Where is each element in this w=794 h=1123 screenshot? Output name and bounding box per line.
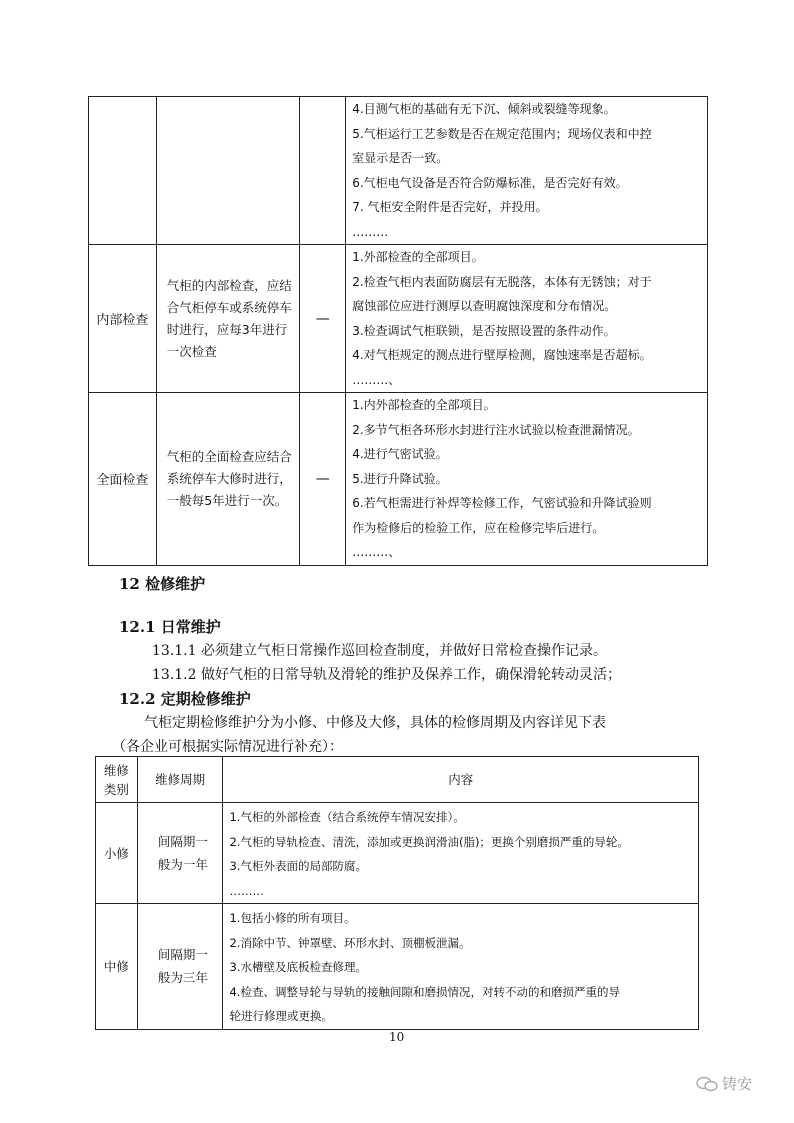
watermark-text: 铸安 <box>722 1075 753 1093</box>
items-cell <box>223 904 699 1030</box>
list-item: 4.对气柜规定的测点进行壁厚检测，腐蚀速率是否超标。 <box>352 348 652 362</box>
wechat-icon <box>696 1076 718 1092</box>
subsection-heading: 12.2 定期检修维护 <box>119 690 251 708</box>
list-item: 3.气柜外表面的局部防腐。 <box>229 859 367 873</box>
list-item: 轮进行修理或更换。 <box>229 1009 333 1023</box>
row-label: 全面检查 <box>89 393 157 566</box>
list-item: 7. 气柜安全附件是否完好，并投用。 <box>352 200 548 214</box>
list-item: 5.进行升降试验。 <box>352 471 448 486</box>
dash-cell: — <box>300 245 346 393</box>
list-item: 室显示是否一致。 <box>352 151 449 165</box>
row-description: 气柜的全面检查应结合系统停车大修时进行，一般每5年进行一次。 <box>156 393 300 566</box>
dash-cell: — <box>300 393 346 566</box>
table-row <box>96 803 699 904</box>
header-cell: 维修周期 <box>137 757 223 803</box>
paragraph: （各企业可根据实际情况进行补充）： <box>112 739 343 755</box>
watermark <box>696 1073 752 1094</box>
list-item: 1.包括小修的所有项目。 <box>229 911 356 925</box>
list-item: 4.进行气密试验。 <box>352 447 448 461</box>
items-cell <box>223 803 699 904</box>
list-item: 腐蚀部位应进行测厚以查明腐蚀深度和分布情况。 <box>352 299 617 313</box>
list-item: 5.气柜运行工艺参数是否在规定范围内；现场仪表和中控 <box>352 126 652 141</box>
list-item: 1.气柜的外部检查（结合系统停车情况安排）。 <box>229 810 465 824</box>
maintenance-table <box>95 756 699 1030</box>
list-item: ……… <box>229 883 264 898</box>
list-item: 作为检修后的检验工作，应在检修完毕后进行。 <box>352 520 605 535</box>
inspection-table <box>88 96 708 566</box>
row-description: 气柜的内部检查，应结合气柜停车或系统停车时进行，应每3年进行一次检查 <box>156 245 300 393</box>
empty-cell <box>156 97 300 245</box>
list-item: 1.内外部检查的全部项目。 <box>352 398 496 412</box>
subsection-heading: 12.1 日常维护 <box>119 618 221 636</box>
paragraph: 气柜定期检修维护分为小修、中修及大修，具体的检修周期及内容详见下表 <box>144 715 606 731</box>
list-item: 4.目测气柜的基础有无下沉、倾斜或裂缝等现象。 <box>352 102 616 116</box>
items-cell <box>346 97 708 245</box>
row-label: 内部检查 <box>89 245 157 393</box>
table-row <box>96 904 699 1030</box>
row-period: 间隔期一般为三年 <box>137 904 223 1030</box>
section-heading: 12 检修维护 <box>119 575 206 593</box>
list-item: 3.水槽壁及底板检查修理。 <box>229 960 367 974</box>
row-label: 中修 <box>96 904 138 1030</box>
paragraph: 13.1.2 做好气柜的日常导轨及滑轮的维护及保养工作，确保滑轮转动灵活； <box>152 667 621 683</box>
list-item: ………、 <box>352 545 401 559</box>
table-row <box>89 245 708 393</box>
list-item: 2.消除中节、钟罩壁、环形水封、顶棚板泄漏。 <box>229 935 471 950</box>
list-item: 2.气柜的导轨检查、清洗，添加或更换润滑油(脂)；更换个别磨损严重的导轮。 <box>229 834 629 849</box>
header-cell: 内容 <box>223 757 699 803</box>
empty-cell <box>300 97 346 245</box>
row-label: 小修 <box>96 803 138 904</box>
list-item: 4.检查、调整导轮与导轨的接触间隙和磨损情况，对转不动的和磨损严重的导 <box>229 984 620 999</box>
list-item: 3.检查调试气柜联锁，是否按照设置的条件动作。 <box>352 323 616 338</box>
header-cell: 维修类别 <box>96 757 138 803</box>
list-item: 6.气柜电气设备是否符合防爆标准，是否完好有效。 <box>352 175 628 190</box>
list-item: 2.多节气柜各环形水封进行注水试验以检查泄漏情况。 <box>352 422 640 437</box>
empty-cell <box>89 97 157 245</box>
items-cell <box>346 245 708 393</box>
table-row <box>89 97 708 245</box>
page-number: 10 <box>389 1030 405 1044</box>
list-item: 6.若气柜需进行补焊等检修工作，气密试验和升降试验则 <box>352 496 652 510</box>
list-item: ………、 <box>352 372 401 387</box>
items-cell <box>346 393 708 566</box>
list-item: ……… <box>352 224 389 239</box>
table-header-row <box>96 757 699 803</box>
row-period: 间隔期一般为一年 <box>137 803 223 904</box>
list-item: 1.外部检查的全部项目。 <box>352 250 484 264</box>
paragraph: 13.1.1 必须建立气柜日常操作巡回检查制度，并做好日常检查操作记录。 <box>152 643 607 659</box>
list-item: 2.检查气柜内表面防腐层有无脱落，本体有无锈蚀；对于 <box>352 274 652 289</box>
table-row <box>89 393 708 566</box>
